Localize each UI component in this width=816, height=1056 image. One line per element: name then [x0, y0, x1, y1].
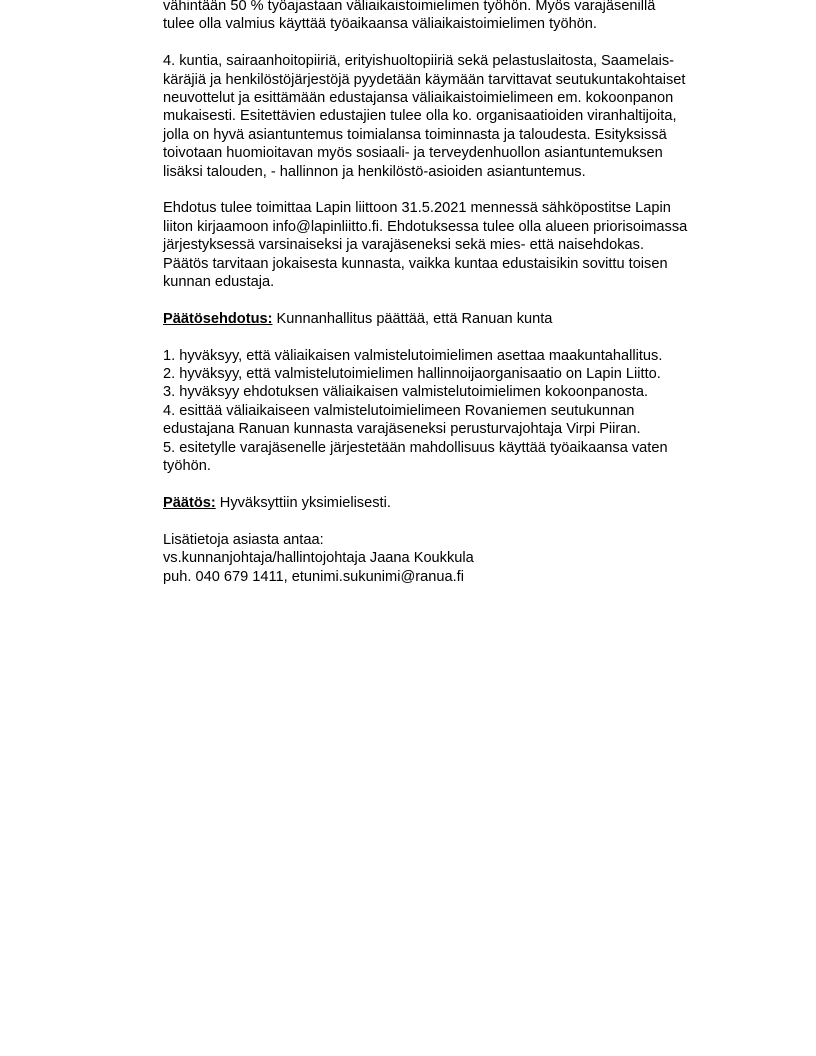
- paragraph-submission: Ehdotus tulee toimittaa Lapin liittoon 31.5.2021 mennessä sähköpostitse Lapin liiton kirjaamoon info@lapinliitto.fi. Ehdotuksessa tulee olla alueen priorisoimassa järjestyksessä varsinaiseksi ja varajäseneksi sekä mies- että naisehdokas. Päätös tarvitaan jokaisesta kunnasta, vaikka kuntaa edustaisikin sovittu toisen kunnan edustaja.: [163, 200, 688, 291]
- paragraph-gap: [163, 476, 763, 494]
- paragraph-gap: [163, 181, 763, 199]
- proposal-item-2: 2. hyväksyy, että valmistelutoimielimen hallinnoijaorganisaatio on Lapin Liitto.: [163, 366, 661, 383]
- paragraph-negotiations: 4. kuntia, sairaanhoitopiiriä, erityishuoltopiiriä sekä pelastuslaitosta, Saamelais- käräjiä ja henkilöstöjärjestöjä pyydetään käymään tarvittavat seutukuntakohtaiset neuvottelut ja esittämään edustajansa väliaikaistoimielimeen em. kokoonpanon mukaisesti. Esitettävien edustajien tulee olla ko. organisaatioiden viranhaltijoita, jolla on hyvä asiantuntemus toimialansa toiminnasta ja taloudesta. Esityksissä toivotaan huomioitavan myös sosiaali- ja terveydenhuollon asiantuntemuksen lisäksi talouden, - hallinnon ja henkilöstö-asioiden asiantuntemus.: [163, 53, 686, 180]
- proposal-item-1: 1. hyväksyy, että väliaikaisen valmistelutoimielimen asettaa maakuntahallitus.: [163, 347, 663, 364]
- paragraph-work-time: vähintään 50 % työajastaan väliaikaistoimielimen työhön. Myös varajäsenillä tulee olla valmius käyttää työaikaansa väliaikaistoimielimen työhön.: [163, 0, 656, 33]
- paragraph-gap: [163, 512, 763, 530]
- decision-proposal: [163, 310, 763, 328]
- contact-details: puh. 040 679 1411, etunimi.sukunimi@ranua.fi: [163, 568, 464, 585]
- decision-proposal-text: Kunnanhallitus päättää, että Ranuan kunta: [272, 310, 553, 327]
- decision-proposal-label: Päätösehdotus:: [163, 310, 273, 327]
- proposal-item-4: 4. esittää väliaikaiseen valmistelutoimielimeen Rovaniemen seutukunnan edustajana Ranuan kunnasta varajäseneksi perusturvajohtaja Virpi Piiran.: [163, 402, 641, 438]
- decision: [163, 494, 763, 512]
- proposal-item-5: 5. esitetylle varajäsenelle järjestetään mahdollisuus käyttää työaikaansa vaten työhön.: [163, 439, 668, 475]
- paragraph-gap: [163, 34, 763, 52]
- paragraph-gap: [163, 328, 763, 346]
- proposal-item-3: 3. hyväksyy ehdotuksen väliaikaisen valmistelutoimielimen kokoonpanosta.: [163, 384, 649, 401]
- document-page: [163, 0, 763, 586]
- paragraph-gap: [163, 291, 763, 309]
- decision-text: Hyväksyttiin yksimielisesti.: [215, 494, 391, 511]
- decision-label: Päätös:: [163, 494, 216, 511]
- contact-intro: Lisätietoja asiasta antaa:: [163, 531, 324, 548]
- contact-name: vs.kunnanjohtaja/hallintojohtaja Jaana Koukkula: [163, 550, 474, 567]
